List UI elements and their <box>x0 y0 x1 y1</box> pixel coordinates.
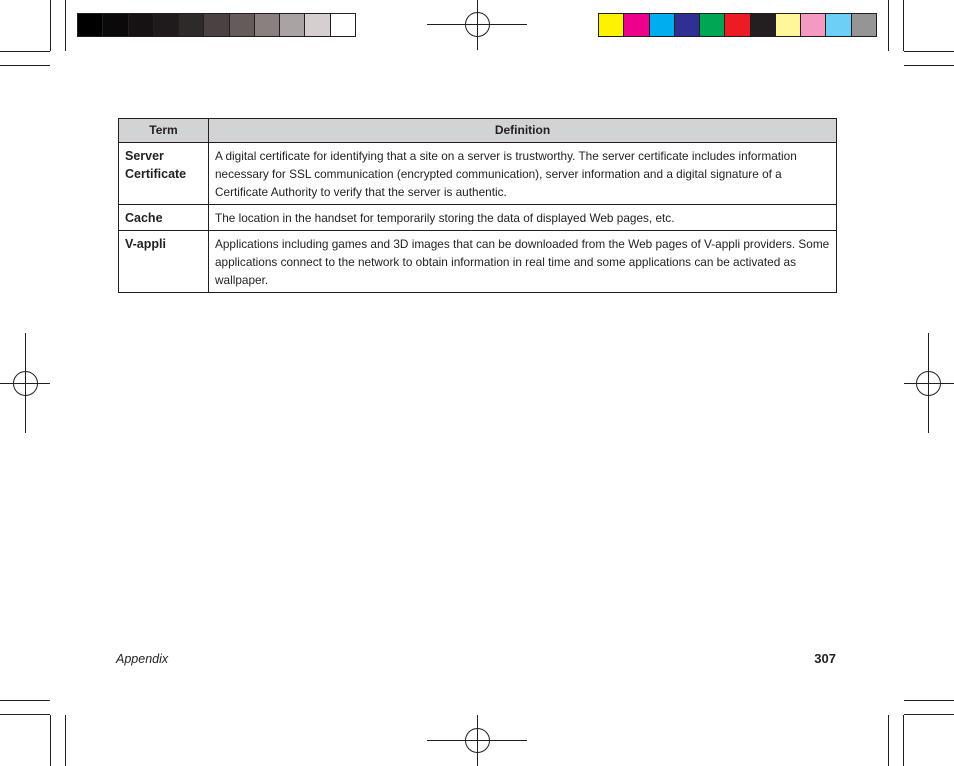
term-cell: Cache <box>119 205 209 231</box>
registration-mark-top <box>427 0 527 50</box>
table-row <box>119 143 837 205</box>
crop-mark-top-right <box>889 0 954 66</box>
process-color-bar <box>598 13 877 37</box>
color-swatch <box>650 14 675 36</box>
grayscale-color-bar <box>77 13 356 37</box>
crop-mark-bottom-left <box>0 701 66 766</box>
registration-mark-right <box>904 333 954 433</box>
color-swatch <box>826 14 851 36</box>
definition-cell: Applications including games and 3D images that can be downloaded from the Web pages of V-appli providers. Some applications connect to the network to obtain information in real time and some applications can be activated as wallpaper. <box>209 231 837 293</box>
color-swatch <box>624 14 649 36</box>
gray-swatch <box>280 14 305 36</box>
registration-mark-bottom <box>427 715 527 766</box>
gray-swatch <box>255 14 280 36</box>
gray-swatch <box>204 14 229 36</box>
crop-mark-top-left <box>0 0 66 66</box>
gray-swatch <box>78 14 103 36</box>
color-swatch <box>599 14 624 36</box>
definition-cell: The location in the handset for temporarily storing the data of displayed Web pages, etc. <box>209 205 837 231</box>
color-swatch <box>776 14 801 36</box>
gray-swatch <box>154 14 179 36</box>
table-row <box>119 231 837 293</box>
gray-swatch <box>179 14 204 36</box>
table-row <box>119 205 837 231</box>
gray-swatch <box>129 14 154 36</box>
section-label: Appendix <box>116 652 169 666</box>
definition-column-header: Definition <box>209 119 837 143</box>
color-swatch <box>852 14 876 36</box>
color-swatch <box>675 14 700 36</box>
glossary-table <box>118 118 837 293</box>
term-cell: V-appli <box>119 231 209 293</box>
color-swatch <box>725 14 750 36</box>
color-swatch <box>751 14 776 36</box>
color-swatch <box>700 14 725 36</box>
table-header-row <box>119 119 837 143</box>
term-cell: Server Certificate <box>119 143 209 205</box>
gray-swatch <box>103 14 128 36</box>
crop-mark-bottom-right <box>889 701 954 766</box>
gray-swatch <box>305 14 330 36</box>
gray-swatch <box>331 14 355 36</box>
color-swatch <box>801 14 826 36</box>
term-column-header: Term <box>119 119 209 143</box>
gray-swatch <box>230 14 255 36</box>
page-number: 307 <box>814 651 836 666</box>
registration-mark-left <box>0 333 50 433</box>
definition-cell: A digital certificate for identifying that a site on a server is trustworthy. The server certificate includes information necessary for SSL communication (encrypted communication), server information and a digital signature of a Certificate Authority to verify that the server is authentic. <box>209 143 837 205</box>
